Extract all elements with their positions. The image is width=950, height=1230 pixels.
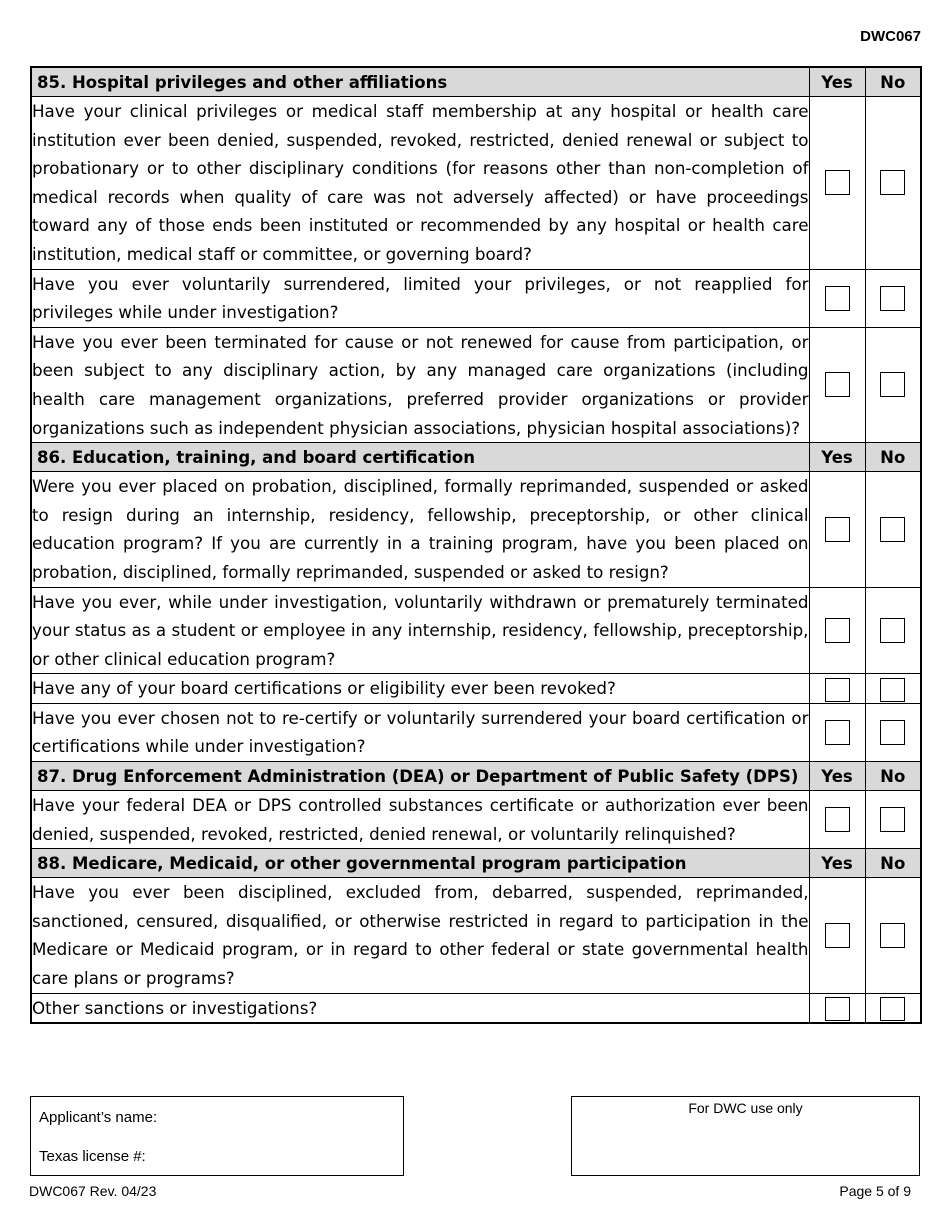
question-row [31, 269, 921, 327]
question-text: Have your federal DEA or DPS controlled substances certificate or authorization ever been denied, suspended, revoked, restricted, denied renewal, or voluntarily relinquished? [31, 791, 809, 849]
yes-checkbox[interactable] [825, 170, 850, 195]
dwc-use-label: For DWC use only [688, 1100, 803, 1116]
form-id: DWC067 [860, 28, 921, 45]
yes-checkbox[interactable] [825, 678, 850, 702]
questionnaire-table [30, 66, 922, 1024]
no-checkbox[interactable] [880, 517, 905, 542]
question-text: Were you ever placed on probation, disciplined, formally reprimanded, suspended or asked to resign during an internship, residency, fellowship, preceptorship, or other clinical education program? If you are currently in a training program, have you been placed on probation, disciplined, formally reprimanded, suspended or asked to resign? [31, 472, 809, 587]
no-checkbox[interactable] [880, 170, 905, 195]
question-row [31, 97, 921, 270]
question-text: Have you ever, while under investigation, voluntarily withdrawn or prematurely terminated your status as a student or employee in any internship, residency, fellowship, preceptorship, or other clinical education program? [31, 587, 809, 674]
dwc-use-box [571, 1096, 920, 1176]
yes-checkbox[interactable] [825, 517, 850, 542]
section-header-88 [31, 849, 921, 878]
question-row [31, 993, 921, 1023]
no-column-header: No [865, 762, 921, 791]
yes-checkbox[interactable] [825, 372, 850, 397]
no-checkbox[interactable] [880, 923, 905, 948]
applicant-info-box [30, 1096, 404, 1176]
question-row [31, 472, 921, 587]
question-row [31, 791, 921, 849]
no-checkbox[interactable] [880, 678, 905, 702]
yes-column-header: Yes [809, 762, 865, 791]
no-column-header: No [865, 849, 921, 878]
yes-checkbox[interactable] [825, 997, 850, 1021]
no-column-header: No [865, 443, 921, 472]
yes-column-header: Yes [809, 849, 865, 878]
section-title: 87. Drug Enforcement Administration (DEA) or Department of Public Safety (DPS) [31, 762, 809, 791]
question-row [31, 703, 921, 761]
section-title: 85. Hospital privileges and other affiliations [31, 67, 809, 97]
page-number: Page 5 of 9 [839, 1183, 911, 1199]
applicant-name-label: Applicant’s name: [39, 1109, 158, 1126]
question-text: Have you ever voluntarily surrendered, limited your privileges, or not reapplied for privileges while under investigation? [31, 269, 809, 327]
form-revision: DWC067 Rev. 04/23 [29, 1183, 157, 1199]
section-title: 86. Education, training, and board certification [31, 443, 809, 472]
question-row [31, 587, 921, 674]
question-text: Have your clinical privileges or medical staff membership at any hospital or health care institution ever been denied, suspended, revoked, restricted, denied renewal or subject to probationary or to other disciplinary conditions (for reasons other than non-completion of medical records when quality of care was not adversely affected) or have proceedings toward any of those ends been instituted or recommended by any hospital or health care institution, medical staff or committee, or governing board? [31, 97, 809, 270]
yes-column-header: Yes [809, 443, 865, 472]
question-row [31, 878, 921, 993]
yes-column-header: Yes [809, 67, 865, 97]
yes-checkbox[interactable] [825, 720, 850, 745]
section-title: 88. Medicare, Medicaid, or other governmental program participation [31, 849, 809, 878]
question-text: Have you ever been terminated for cause or not renewed for cause from participation, or been subject to any disciplinary action, by any managed care organizations (including health care management organizations, preferred provider organizations or provider organizations such as independent physician associations, physician hospital associations)? [31, 327, 809, 442]
no-checkbox[interactable] [880, 372, 905, 397]
no-checkbox[interactable] [880, 720, 905, 745]
no-checkbox[interactable] [880, 807, 905, 832]
yes-checkbox[interactable] [825, 618, 850, 643]
question-row [31, 674, 921, 704]
no-column-header: No [865, 67, 921, 97]
question-text: Have you ever chosen not to re-certify or voluntarily surrendered your board certification or certifications while under investigation? [31, 703, 809, 761]
yes-checkbox[interactable] [825, 286, 850, 311]
no-checkbox[interactable] [880, 286, 905, 311]
question-text: Have any of your board certifications or eligibility ever been revoked? [31, 674, 809, 704]
question-text: Other sanctions or investigations? [31, 993, 809, 1023]
question-text: Have you ever been disciplined, excluded from, debarred, suspended, reprimanded, sanctioned, censured, disqualified, or otherwise restricted in regard to participation in the Medicare or Medicaid program, or in regard to other federal or state governmental health care plans or programs? [31, 878, 809, 993]
texas-license-label: Texas license #: [39, 1148, 146, 1165]
section-header-87 [31, 762, 921, 791]
yes-checkbox[interactable] [825, 923, 850, 948]
yes-checkbox[interactable] [825, 807, 850, 832]
question-row [31, 327, 921, 442]
no-checkbox[interactable] [880, 997, 905, 1021]
section-header-86 [31, 443, 921, 472]
section-header-85 [31, 67, 921, 97]
no-checkbox[interactable] [880, 618, 905, 643]
